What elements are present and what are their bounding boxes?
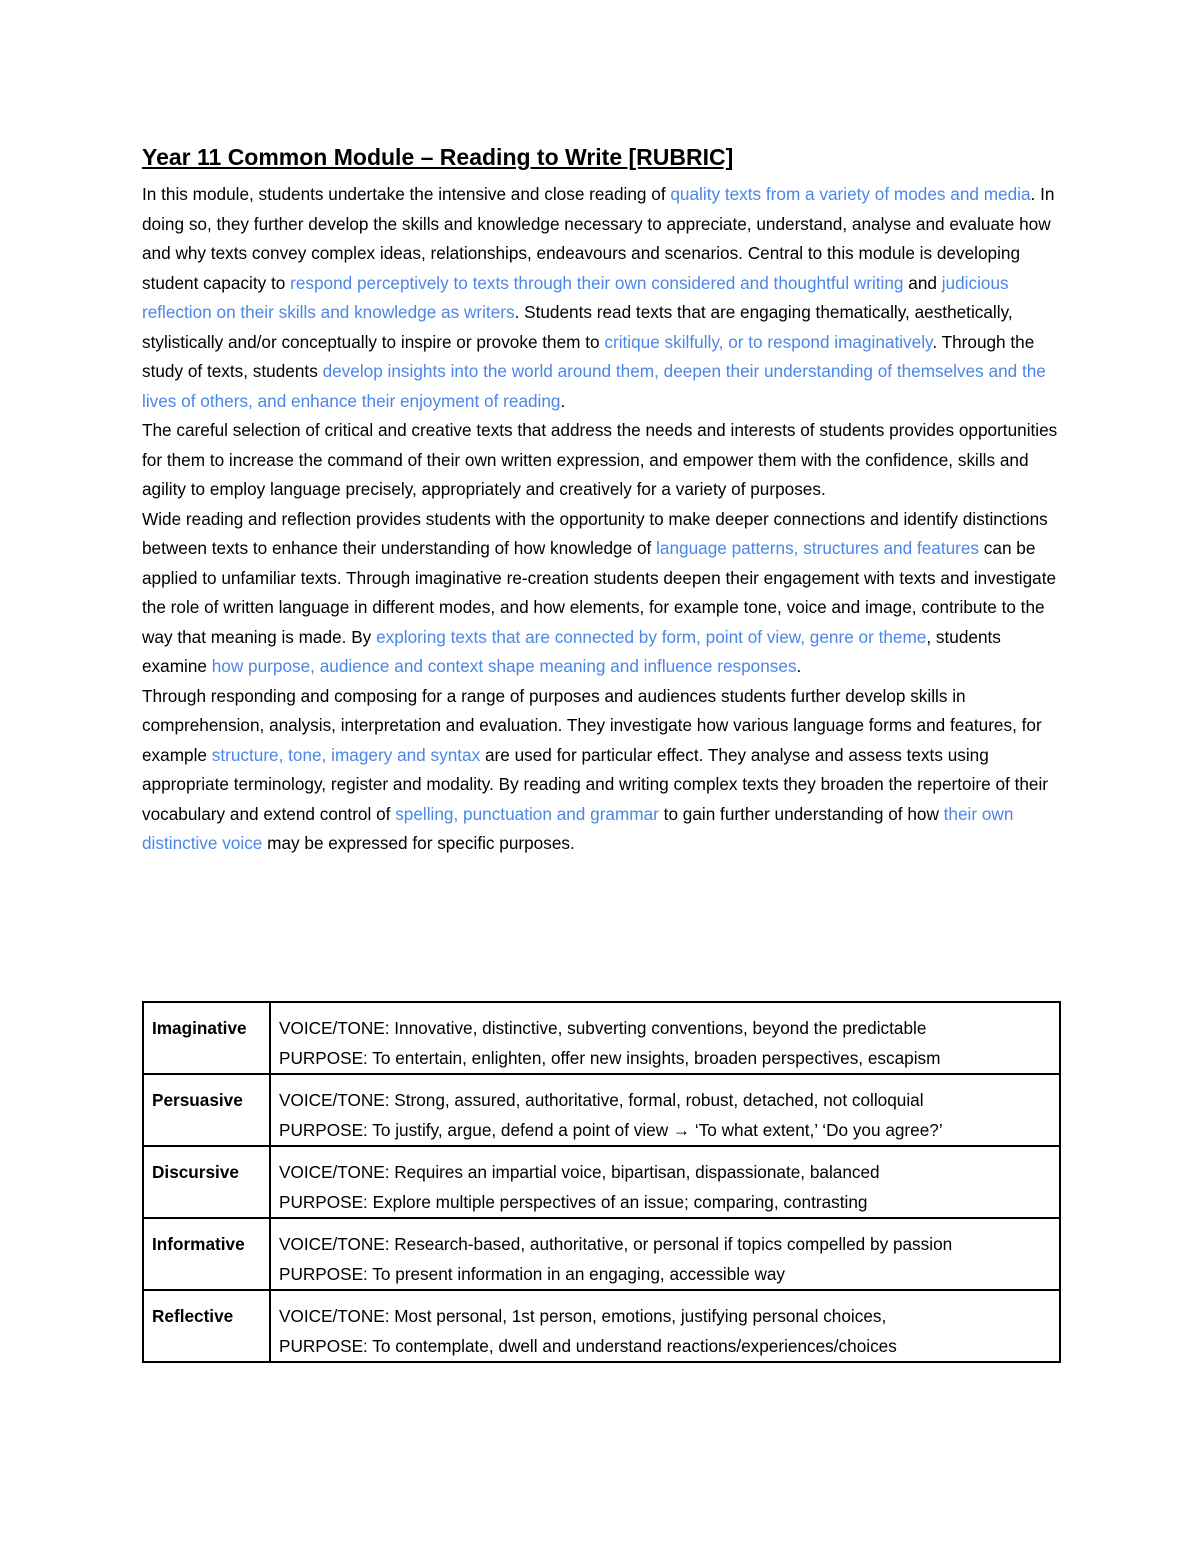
- text-segment: may be expressed for specific purposes.: [262, 833, 575, 853]
- text-segment: The careful selection of critical and creative texts that address the needs and interests of students provides opportunities for them to increase the command of their own written expression, and empower them with the confidence, skills and agility to employ language precisely, appropriately and creatively for a variety of purposes.: [142, 420, 1058, 499]
- rubric-table: [142, 1001, 1061, 1363]
- text-segment: . Students read texts that are engaging thematically, aesthetically, stylistically and/or conceptually to inspire or provoke them to: [142, 302, 1013, 352]
- voice-tone-text: VOICE/TONE: Innovative, distinctive, subverting conventions, beyond the predictable: [279, 1018, 927, 1038]
- highlighted-phrase: exploring texts that are connected by form, point of view, genre or theme: [376, 626, 927, 647]
- text-segment: are used for particular effect. They analyse and assess texts using appropriate terminology, register and modality. By reading and writing complex texts they broaden the repertoire of their vocabulary and extend control of: [142, 744, 1049, 824]
- highlighted-phrase: critique skilfully, or to respond imaginatively: [604, 331, 933, 352]
- document-body: [142, 140, 1062, 859]
- voice-tone-text: VOICE/TONE: Requires an impartial voice, bipartisan, dispassionate, balanced: [279, 1162, 880, 1182]
- highlighted-phrase: respond perceptively to texts through their own considered and thoughtful writing: [290, 272, 904, 293]
- paragraph: [142, 682, 1062, 859]
- paragraph: [142, 505, 1062, 682]
- rubric-row: [143, 1074, 1060, 1146]
- rubric-type: Imaginative: [143, 1002, 270, 1074]
- purpose-text: PURPOSE: To contemplate, dwell and understand reactions/experiences/choices: [279, 1335, 897, 1356]
- purpose-text: PURPOSE: To present information in an engaging, accessible way: [279, 1263, 786, 1284]
- highlighted-phrase: their own distinctive voice: [142, 803, 1014, 853]
- text-segment: to gain further understanding of how: [658, 803, 944, 824]
- rubric-description: [270, 1218, 1060, 1290]
- text-segment: .: [560, 390, 566, 411]
- text-segment: .: [796, 656, 802, 676]
- voice-tone-text: VOICE/TONE: Most personal, 1st person, emotions, justifying personal choices,: [279, 1306, 887, 1326]
- highlighted-phrase: judicious reflection on their skills and knowledge as writers: [142, 272, 1009, 322]
- highlighted-phrase: develop insights into the world around them, deepen their understanding of themselves and the lives of others, and enhance their enjoyment of reading: [142, 361, 1046, 411]
- rubric-row: [143, 1002, 1060, 1074]
- rubric-description: [270, 1290, 1060, 1362]
- rubric-type: Discursive: [143, 1146, 270, 1218]
- text-segment: In this module, students undertake the intensive and close reading of: [142, 184, 671, 204]
- voice-tone-text: VOICE/TONE: Research-based, authoritative, or personal if topics compelled by passion: [279, 1234, 953, 1254]
- text-segment: . In doing so, they further develop the skills and knowledge necessary to appreciate, understand, analyse and evaluate how and why texts convey complex ideas, relationships, endeavours and scenarios. Central to this module is developing student capacity to: [142, 184, 1055, 293]
- rubric-type: Reflective: [143, 1290, 270, 1362]
- purpose-text: PURPOSE: To entertain, enlighten, offer new insights, broaden perspectives, escapism: [279, 1047, 941, 1068]
- highlighted-phrase: language patterns, structures and features: [656, 538, 980, 558]
- purpose-text: PURPOSE: To justify, argue, defend a point of view → ‘To what extent,’ ‘Do you agree?’: [279, 1119, 943, 1140]
- text-segment: , students examine: [142, 626, 1001, 676]
- rubric-row: [143, 1146, 1060, 1218]
- rubric-description: [270, 1146, 1060, 1218]
- text-segment: and: [903, 272, 942, 293]
- text-segment: Through responding and composing for a range of purposes and audiences students further develop skills in comprehension, analysis, interpretation and evaluation. They investigate how various language forms and features, for example: [142, 685, 1042, 765]
- voice-tone-text: VOICE/TONE: Strong, assured, authoritative, formal, robust, detached, not colloquial: [279, 1090, 924, 1110]
- highlighted-phrase: structure, tone, imagery and syntax: [211, 744, 481, 765]
- text-segment: . Through the study of texts, students: [142, 331, 1035, 381]
- paragraph: [142, 180, 1062, 416]
- paragraph: [142, 416, 1062, 505]
- highlighted-phrase: how purpose, audience and context shape meaning and influence responses: [211, 656, 797, 676]
- body-text: [142, 180, 1062, 859]
- rubric-description: [270, 1074, 1060, 1146]
- rubric-type: Persuasive: [143, 1074, 270, 1146]
- purpose-text: PURPOSE: Explore multiple perspectives of an issue; comparing, contrasting: [279, 1191, 868, 1212]
- rubric-type: Informative: [143, 1218, 270, 1290]
- rubric-description: [270, 1002, 1060, 1074]
- highlighted-phrase: quality texts from a variety of modes and media: [670, 184, 1031, 204]
- document-title: Year 11 Common Module – Reading to Write [RUBRIC]: [142, 144, 734, 170]
- rubric-row: [143, 1218, 1060, 1290]
- rubric-row: [143, 1290, 1060, 1362]
- highlighted-phrase: spelling, punctuation and grammar: [395, 803, 659, 824]
- text-segment: can be applied to unfamiliar texts. Through imaginative re-creation students deepen their engagement with texts and investigate the role of written language in different modes, and how elements, for example tone, voice and image, contribute to the way that meaning is made. By: [142, 538, 1057, 647]
- text-segment: Wide reading and reflection provides students with the opportunity to make deeper connections and identify distinctions between texts to enhance their understanding of how knowledge of: [142, 508, 1048, 558]
